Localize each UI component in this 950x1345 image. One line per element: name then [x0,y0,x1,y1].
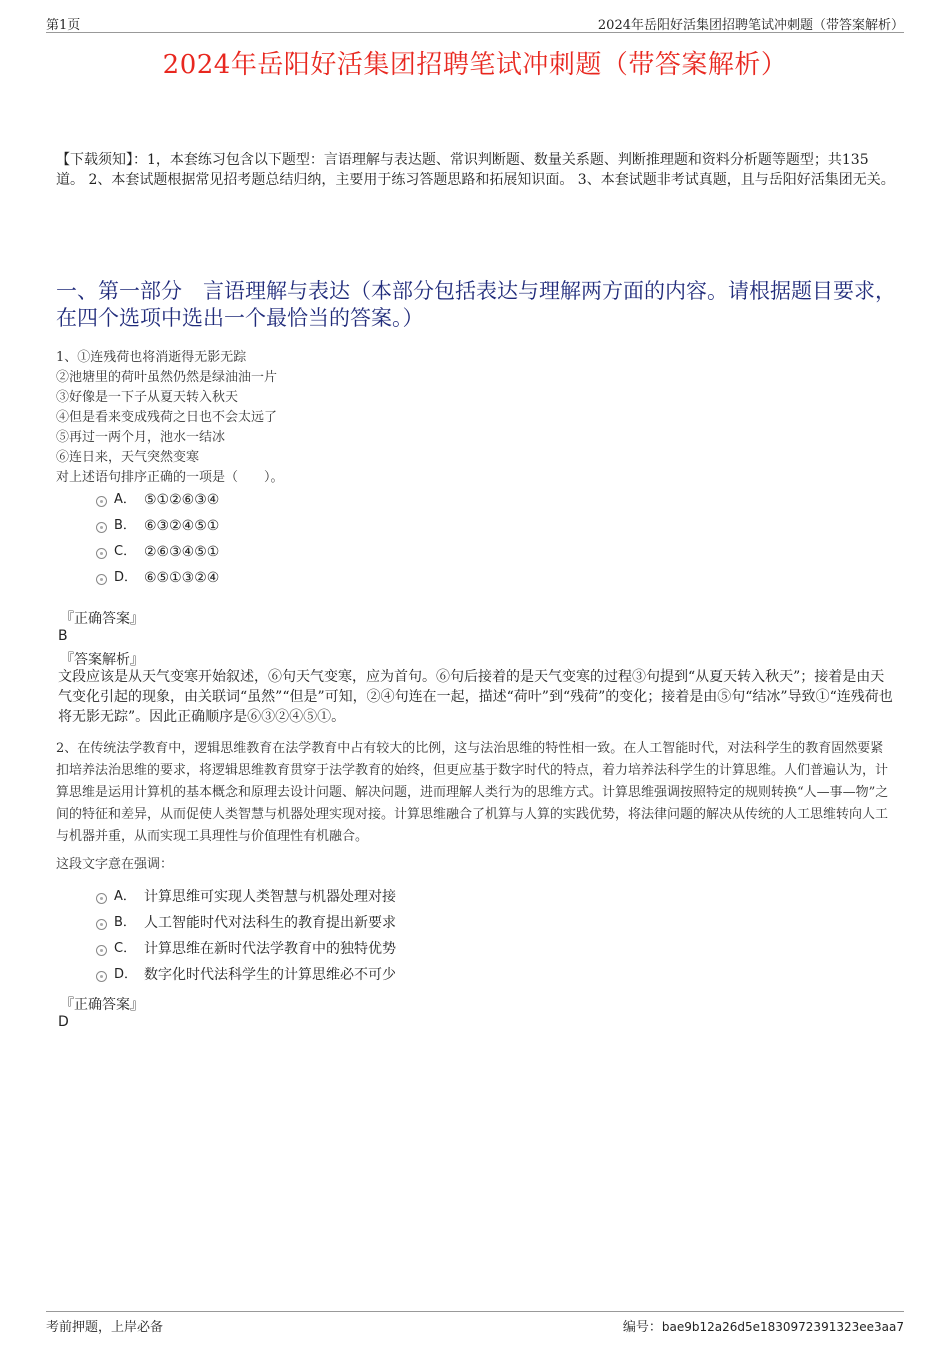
q1-answer-label: 『正确答案』 [60,611,144,627]
page-footer [46,1311,904,1334]
radio-icon[interactable] [96,945,107,956]
section-title: 一、第一部分 言语理解与表达（本部分包括表达与理解两方面的内容。请根据题目要求，在四个选项中选出一个最恰当的答案。） [56,279,896,330]
footer-slogan: 考前押题，上岸必备 [46,1320,164,1335]
footer-code-block [623,1316,904,1335]
download-notice: 【下载须知】：1，本套练习包含以下题型：言语理解与表达题、常识判断题、数量关系题、判断推理题和资料分析题等题型；共135道。 2、本套试题根据常见招考题总结归纳，主要用于练习答题思路和拓展知识面。 3、本套试题非考试真题，且与岳阳好活集团无关。 [56,152,895,188]
q1-line: ②池塘里的荷叶虽然仍然是绿油油一片 [56,370,278,385]
radio-icon[interactable] [96,496,107,507]
page-number: 第1页 [46,18,81,33]
q1-analysis: 文段应该是从天气变寒开始叙述，⑥句天气变寒，应为首句。⑥句后接着的是天气变寒的过程③句提到“从夏天转入秋天”；接着是由天气变化引起的现象，由关联词“虽然”“但是”可知，②④句连在一起，描述“荷叶”到“残荷”的变化；接着是由⑤句“结冰”导致①“连残荷也将无影无踪”。因此正确顺序是⑥③②④⑤①。 [58,669,893,725]
radio-icon[interactable] [96,919,107,930]
q1-line: ③好像是一下子从夏天转入秋天 [56,390,239,405]
radio-icon[interactable] [96,522,107,533]
footer-code-label: 编号： [622,1320,662,1335]
q1-line: ⑤再过一两个月，池水一结冰 [56,430,226,445]
document-title: 2024年岳阳好活集团招聘笔试冲刺题（带答案解析） [162,50,788,80]
q1-line: 对上述语句排序正确的一项是（ ）。 [56,470,284,485]
question-1-stem [56,348,896,488]
footer-code: bae9b12a26d5e1830972391323ee3aa7 [661,1320,904,1334]
q1-line: 1、①连残荷也将消逝得无影无踪 [56,350,247,365]
q1-line: ⑥连日来，天气突然变寒 [56,450,200,465]
q1-analysis-label: 『答案解析』 [60,652,144,668]
q1-answer: B [58,628,68,644]
page-header [46,12,904,33]
question-2-prompt: 这段文字意在强调： [56,857,174,872]
question-2-stem: 2、在传统法学教育中，逻辑思维教育在法学教育中占有较大的比例，这与法治思维的特性相一致。在人工智能时代，对法科学生的教育固然要紧扣培养法治思维的要求，将逻辑思维教育贯穿于法学教育的始终，但更应基于数字时代的特点，着力培养法科学生的计算思维。人们普遍认为，计算思维是运用计算机的基本概念和原理去设计问题、解决问题，进而理解人类行为的思维方式。计算思维强调按照特定的规则转换“人—事—物”之间的特征和差异，从而促使人类智慧与机器处理实现对接。计算思维融合了机算与人算的实践优势，将法律问题的解决从传统的人工思维转向人工与机器并重，从而实现工具理性与价值理性有机融合。 [56,741,889,844]
q1-line: ④但是看来变成残荷之日也不会太远了 [56,410,278,425]
radio-icon[interactable] [96,574,107,585]
q2-answer: D [58,1014,69,1030]
header-doc-title: 2024年岳阳好活集团招聘笔试冲刺题（带答案解析） [597,18,904,33]
radio-icon[interactable] [96,971,107,982]
radio-icon[interactable] [96,548,107,559]
q2-answer-label: 『正确答案』 [60,997,144,1013]
radio-icon[interactable] [96,893,107,904]
